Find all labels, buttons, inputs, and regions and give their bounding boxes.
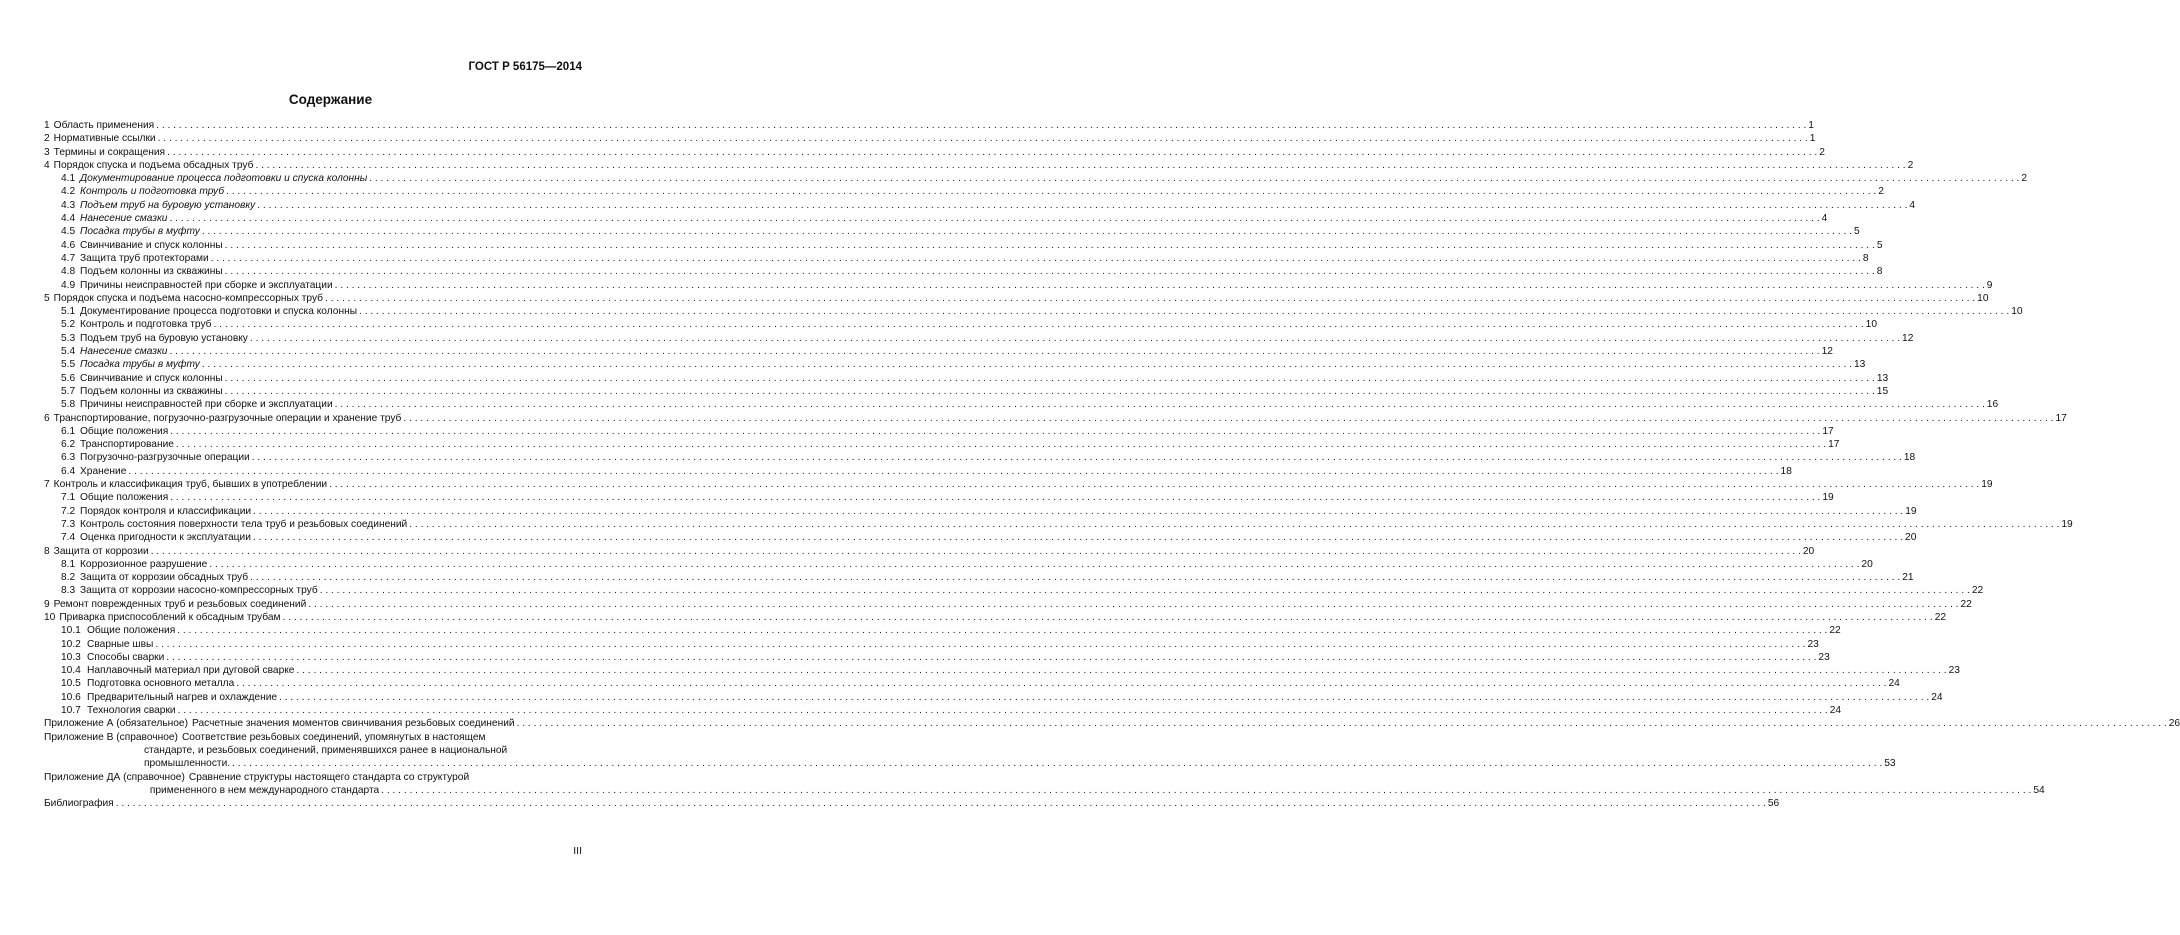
- toc-entry[interactable]: [44, 664, 1960, 677]
- toc-entry-page: 18: [1780, 465, 1792, 477]
- appendix-title-last-line: [188, 717, 2180, 730]
- toc-entry-title: Причины неисправностей при сборке и эксплуатации: [80, 399, 333, 411]
- toc-entry-page: 10: [1865, 319, 1877, 331]
- toc-leader-dots: [329, 478, 1979, 491]
- toc-entry-page: 1: [1808, 120, 1814, 131]
- toc-entry-page: 19: [1981, 479, 1993, 491]
- toc-entry-number: 4.1: [61, 173, 76, 185]
- toc-entry[interactable]: [44, 212, 1828, 225]
- toc-entry-page: 2: [2021, 173, 2028, 185]
- toc-entry-page: 17: [1822, 425, 1834, 437]
- toc-entry-number: 5.8: [61, 399, 76, 411]
- toc-entry-page: 8: [1862, 252, 1869, 264]
- toc-entry[interactable]: [44, 279, 1993, 292]
- toc-leader-dots: [236, 677, 1886, 690]
- toc-leader-dots: [283, 611, 1933, 624]
- toc-entry[interactable]: [44, 558, 1873, 571]
- toc-entry-title: Нормативные ссылки: [53, 133, 156, 145]
- toc-entry[interactable]: [44, 372, 1889, 385]
- toc-entry-page: 24: [1829, 705, 1842, 717]
- toc-entry-page: 22: [1829, 625, 1841, 637]
- toc-entry-page: 19: [2061, 518, 2073, 530]
- toc-entry[interactable]: [44, 478, 1993, 491]
- toc-leader-dots: [116, 797, 1766, 810]
- toc-leader-dots: [308, 598, 1958, 611]
- toc-leader-dots: [169, 212, 1819, 225]
- toc-entry-page: 12: [1821, 346, 1833, 358]
- toc-entry[interactable]: [44, 225, 1860, 238]
- toc-entry[interactable]: [44, 677, 1900, 690]
- page-number: III: [573, 845, 582, 857]
- toc-leader-dots: [359, 305, 2009, 318]
- toc-entry-title: Термины и сокращения: [53, 146, 166, 158]
- toc-entry[interactable]: [44, 518, 2073, 531]
- toc-entry-number: 7.3: [61, 518, 76, 530]
- toc-leader-dots: [253, 505, 1903, 518]
- toc-entry-number: 10.4: [61, 665, 81, 677]
- toc-entry-number: 8.1: [61, 558, 76, 570]
- toc-entry-title: Защита от коррозии насосно-компрессорных труб: [80, 585, 318, 597]
- toc-entry-number: 10.2: [61, 638, 81, 650]
- toc-leader-dots: [169, 345, 1819, 358]
- toc-leader-dots: [176, 438, 1826, 451]
- toc-entry-number: 10.5: [61, 678, 81, 690]
- toc-entry[interactable]: [44, 318, 1877, 331]
- toc-entry-title: Контроль и классификация труб, бывших в употреблении: [53, 479, 328, 491]
- toc-entry-page: 22: [1971, 585, 1984, 597]
- toc-leader-dots: [250, 332, 1900, 345]
- toc-leader-dots: [151, 545, 1801, 558]
- toc-entry-number: 4.4: [61, 213, 76, 225]
- toc-entry-number: 7: [44, 479, 50, 491]
- toc-entry-page: 24: [1888, 678, 1900, 690]
- toc-entry-number: 1: [44, 120, 50, 131]
- toc-entry-page: 19: [1822, 492, 1834, 504]
- document-code: ГОСТ Р 56175—2014: [468, 61, 582, 73]
- toc-leader-dots: [225, 385, 1875, 398]
- toc-entry-number: 4.3: [61, 199, 76, 211]
- toc-entry-page: 23: [1807, 638, 1819, 650]
- toc-entry-number: 5.2: [61, 319, 76, 331]
- toc-entry-page: 10: [1977, 292, 1989, 304]
- toc-leader-dots: [211, 252, 1861, 265]
- appendix-label: Приложение В (справочное): [44, 731, 178, 743]
- appendix-page: 54: [2033, 784, 2045, 796]
- toc-entry[interactable]: [44, 265, 1883, 278]
- toc-entry-title: Общие положения: [80, 425, 169, 437]
- toc-entry-page: 9: [1986, 279, 1993, 291]
- toc-entry-page: 19: [1905, 505, 1917, 517]
- toc-entry-page: 2: [1819, 146, 1825, 158]
- toc-entry[interactable]: [44, 185, 1884, 198]
- toc-entry[interactable]: [44, 119, 1814, 132]
- appendix-title-line: промышленности.: [143, 758, 231, 770]
- toc-leader-dots: [279, 691, 1929, 704]
- toc-entry-number: 4.9: [61, 279, 76, 291]
- toc-entry[interactable]: [44, 412, 2067, 425]
- toc-entry-title: Погрузочно-разгрузочные операции: [80, 452, 250, 464]
- toc-entry-page: 18: [1903, 452, 1916, 464]
- toc-entry-page: 5: [1876, 239, 1883, 251]
- toc-leader-dots: [232, 757, 1882, 770]
- toc-entry-number: 7.2: [61, 505, 76, 517]
- toc-leader-dots: [409, 518, 2059, 531]
- toc-entry-title: Посадка трубы в муфту: [80, 226, 200, 238]
- toc-entry-number: 2: [44, 133, 50, 145]
- toc-entry-number: 3: [44, 146, 50, 158]
- toc-entry-number: 5.1: [61, 306, 76, 318]
- toc-entry-title: Контроль и подготовка труб: [80, 319, 212, 331]
- appendix-title-last-line: [146, 784, 2045, 797]
- appendix-label: Приложение А (обязательное): [44, 718, 188, 730]
- bibliography-entry[interactable]: [44, 797, 1780, 810]
- toc-entry[interactable]: [44, 438, 1840, 451]
- toc-entry[interactable]: [44, 305, 2023, 318]
- appendix-page: 53: [1884, 758, 1896, 770]
- toc-leader-dots: [177, 624, 1827, 637]
- toc-entry[interactable]: [44, 451, 1916, 464]
- toc-entry[interactable]: [44, 292, 1989, 305]
- toc-entry-title: Предварительный нагрев и охлаждение: [87, 691, 278, 703]
- toc-entry[interactable]: [44, 252, 1869, 265]
- toc-entry-title: Защита труб протекторами: [80, 252, 209, 264]
- toc-entry-page: 2: [1878, 186, 1884, 198]
- toc-entry-title: Нанесение смазки: [80, 213, 168, 225]
- toc-entry-title: Технология сварки: [87, 705, 176, 717]
- toc-entry[interactable]: [44, 332, 1914, 345]
- toc-entry-page: 22: [1934, 611, 1947, 623]
- toc-entry-title: Порядок спуска и подъема насосно-компрессорных труб: [53, 292, 324, 304]
- appendix-title-last-line: [140, 757, 1896, 770]
- toc-entry-title: Порядок спуска и подъема обсадных труб: [53, 159, 254, 171]
- toc-entry-title: Область применения: [53, 120, 155, 131]
- toc-entry-title: Сварные швы: [87, 638, 154, 650]
- table-of-contents: [44, 119, 2180, 810]
- appendix-title-line: стандарте, и резьбовых соединений, применявшихся ранее в национальной: [143, 744, 508, 756]
- toc-entry[interactable]: [44, 425, 1834, 438]
- toc-entry-page: 24: [1931, 691, 1943, 703]
- toc-entry-page: 22: [1960, 598, 1972, 610]
- toc-leader-dots: [158, 132, 1808, 145]
- appendix-entry[interactable]: [44, 717, 2180, 730]
- toc-leader-dots: [214, 318, 1864, 331]
- toc-entry-page: 20: [1802, 545, 1815, 557]
- toc-leader-dots: [226, 185, 1876, 198]
- appendix-entry[interactable]: [44, 771, 2045, 798]
- toc-leader-dots: [156, 119, 1806, 132]
- toc-entry-number: 10.3: [61, 651, 81, 663]
- toc-entry[interactable]: [44, 465, 1792, 478]
- toc-entry-number: 7.1: [61, 492, 76, 504]
- toc-entry-page: 13: [1876, 372, 1889, 384]
- toc-entry-number: 6.3: [61, 452, 76, 464]
- toc-entry-title: Наплавочный материал при дуговой сварке: [87, 665, 295, 677]
- toc-entry-title: Общие положения: [87, 625, 176, 637]
- toc-entry-title: Защита от коррозии обсадных труб: [80, 572, 249, 584]
- toc-entry-title: Ремонт поврежденных труб и резьбовых соединений: [53, 598, 307, 610]
- appendix-body: [149, 771, 2045, 798]
- toc-entry[interactable]: [44, 199, 1916, 212]
- toc-entry[interactable]: [44, 598, 1972, 611]
- toc-entry-number: 6: [44, 412, 50, 424]
- toc-leader-dots: [166, 651, 1816, 664]
- toc-leader-dots: [252, 451, 1902, 464]
- toc-entry-number: 6.2: [61, 439, 76, 451]
- toc-entry-title: Приварка приспособлений к обсадным трубам: [59, 611, 281, 623]
- appendix-entry[interactable]: [44, 731, 1896, 771]
- toc-leader-dots: [257, 199, 1907, 212]
- toc-entry[interactable]: [44, 531, 1917, 544]
- toc-entry-title: Транспортирование, погрузочно-разгрузочные операции и хранение труб: [53, 412, 402, 424]
- toc-entry-page: 23: [1818, 651, 1830, 663]
- toc-entry-title: Оценка пригодности к эксплуатации: [80, 532, 251, 544]
- toc-entry[interactable]: [44, 651, 1830, 664]
- toc-entry-page: 4: [1821, 213, 1828, 225]
- toc-entry-number: 4: [44, 159, 50, 171]
- toc-entry[interactable]: [44, 611, 1947, 624]
- appendix-title-line: примененного в нем международного стандарта: [149, 784, 380, 796]
- toc-leader-dots: [209, 558, 1859, 571]
- toc-leader-dots: [155, 638, 1805, 651]
- toc-entry-title: Документирование процесса подготовки и спуска колонны: [80, 173, 368, 185]
- toc-leader-dots: [178, 704, 1828, 717]
- toc-entry[interactable]: [44, 385, 1889, 398]
- toc-leader-dots: [170, 491, 1820, 504]
- toc-entry[interactable]: [44, 239, 1883, 252]
- toc-leader-dots: [225, 239, 1875, 252]
- toc-entry-number: 8: [44, 545, 50, 557]
- page-title: Содержание: [288, 92, 373, 107]
- appendix-label: Приложение ДА (справочное): [44, 771, 185, 783]
- toc-entry-number: 4.8: [61, 266, 76, 278]
- toc-entry-page: 4: [1909, 199, 1916, 211]
- toc-entry-title: Подъем труб на буровую установку: [80, 199, 256, 211]
- toc-leader-dots: [128, 465, 1778, 478]
- bibliography-title: Библиография: [44, 798, 114, 810]
- toc-entry-title: Контроль состояния поверхности тела труб и резьбовых соединений: [80, 518, 408, 530]
- toc-entry-page: 20: [1905, 532, 1917, 544]
- toc-entry-number: 5.4: [61, 346, 76, 358]
- toc-entry-page: 8: [1876, 266, 1883, 278]
- toc-leader-dots: [225, 372, 1875, 385]
- toc-entry-number: 4.7: [61, 252, 76, 264]
- toc-entry[interactable]: [44, 132, 1816, 145]
- toc-entry-page: 12: [1902, 332, 1914, 344]
- toc-leader-dots: [253, 531, 1903, 544]
- toc-entry[interactable]: [44, 345, 1833, 358]
- toc-leader-dots: [255, 159, 1905, 172]
- appendix-body: [188, 717, 2180, 730]
- toc-leader-dots: [167, 146, 1817, 159]
- toc-entry-page: 13: [1853, 359, 1866, 371]
- toc-entry[interactable]: [44, 398, 1999, 411]
- toc-leader-dots: [403, 412, 2053, 425]
- toc-entry-page: 16: [1986, 399, 1999, 411]
- toc-leader-dots: [335, 398, 1985, 411]
- toc-entry-page: 20: [1861, 558, 1873, 570]
- toc-entry-number: 10.1: [61, 625, 81, 637]
- toc-entry-title: Общие положения: [80, 492, 169, 504]
- toc-entry-page: 10: [2011, 306, 2023, 318]
- appendix-body: [143, 731, 1896, 771]
- toc-entry-number: 10: [44, 611, 56, 623]
- toc-entry-number: 9: [44, 598, 50, 610]
- toc-entry-title: Хранение: [80, 465, 127, 477]
- toc-entry-page: 23: [1948, 665, 1960, 677]
- appendix-title-line: Сравнение структуры настоящего стандарта со структурой: [188, 771, 470, 783]
- toc-entry-title: Подъем труб на буровую установку: [80, 332, 248, 344]
- toc-entry-number: 5.6: [61, 372, 76, 384]
- toc-leader-dots: [517, 717, 2167, 730]
- toc-entry-title: Свинчивание и спуск колонны: [80, 239, 223, 251]
- appendix-title-line: Расчетные значения моментов свинчивания резьбовых соединений: [192, 718, 515, 730]
- toc-leader-dots: [202, 225, 1852, 238]
- toc-entry-number: 4.2: [61, 186, 76, 198]
- toc-leader-dots: [320, 584, 1970, 597]
- toc-entry-number: 5.5: [61, 359, 76, 371]
- toc-entry-page: 21: [1902, 572, 1914, 584]
- toc-entry[interactable]: [44, 505, 1917, 518]
- toc-entry-page: 15: [1876, 385, 1889, 397]
- toc-entry-number: 5.3: [61, 332, 76, 344]
- toc-entry-number: 6.4: [61, 465, 76, 477]
- toc-entry-title: Свинчивание и спуск колонны: [80, 372, 223, 384]
- toc-entry[interactable]: [44, 545, 1815, 558]
- toc-leader-dots: [296, 664, 1946, 677]
- toc-entry-title: Коррозионное разрушение: [80, 558, 208, 570]
- toc-entry[interactable]: [44, 172, 2028, 185]
- toc-entry-page: 1: [1809, 133, 1816, 145]
- toc-entry-number: 10.6: [61, 691, 81, 703]
- toc-entry-number: 5: [44, 292, 50, 304]
- toc-leader-dots: [250, 571, 1900, 584]
- toc-leader-dots: [325, 292, 1975, 305]
- toc-entry[interactable]: [44, 358, 1866, 371]
- toc-entry-number: 5.7: [61, 385, 76, 397]
- toc-entry-title: Нанесение смазки: [80, 346, 168, 358]
- toc-entry[interactable]: [44, 704, 1842, 717]
- toc-entry-title: Причины неисправностей при сборке и эксплуатации: [80, 279, 333, 291]
- toc-entry-number: 8.2: [61, 572, 76, 584]
- toc-entry-title: Способы сварки: [87, 651, 165, 663]
- toc-entry-title: Подъем колонны из скважины: [80, 385, 223, 397]
- toc-entry[interactable]: [44, 491, 1834, 504]
- toc-entry[interactable]: [44, 571, 1914, 584]
- toc-entry-title: Посадка трубы в муфту: [80, 359, 200, 371]
- toc-entry-number: 7.4: [61, 532, 76, 544]
- toc-entry-number: 8.3: [61, 585, 76, 597]
- toc-leader-dots: [170, 425, 1820, 438]
- toc-entry-number: 10.7: [61, 705, 81, 717]
- toc-entry-title: Транспортирование: [80, 439, 174, 451]
- appendix-title-line: Соответствие резьбовых соединений, упомянутых в настоящем: [181, 731, 486, 743]
- toc-leader-dots: [381, 784, 2031, 797]
- toc-entry[interactable]: [44, 691, 1943, 704]
- toc-entry-number: 6.1: [61, 425, 76, 437]
- toc-entry-number: 4.6: [61, 239, 76, 251]
- toc-leader-dots: [335, 279, 1985, 292]
- toc-entry[interactable]: [44, 624, 1841, 637]
- toc-entry[interactable]: [44, 146, 1825, 159]
- toc-entry-page: 5: [1853, 226, 1860, 238]
- toc-entry-number: 4.5: [61, 226, 76, 238]
- toc-entry-page: 17: [1828, 439, 1840, 451]
- toc-entry-page: 17: [2055, 412, 2067, 424]
- toc-entry-title: Подъем колонны из скважины: [80, 266, 223, 278]
- bibliography-page: 56: [1767, 798, 1780, 810]
- toc-leader-dots: [202, 358, 1852, 371]
- toc-entry[interactable]: [44, 638, 1819, 651]
- appendix-page: 26: [2168, 718, 2180, 730]
- toc-entry-title: Защита от коррозии: [53, 545, 149, 557]
- toc-leader-dots: [225, 265, 1875, 278]
- toc-entry-page: 2: [1907, 159, 1914, 171]
- toc-entry-title: Контроль и подготовка труб: [80, 186, 225, 198]
- toc-entry[interactable]: [44, 159, 1914, 172]
- toc-entry-title: Порядок контроля и классификации: [80, 505, 252, 517]
- toc-leader-dots: [369, 172, 2019, 185]
- toc-entry-title: Подготовка основного металла: [87, 678, 235, 690]
- toc-entry-title: Документирование процесса подготовки и спуска колонны: [80, 306, 358, 318]
- toc-entry[interactable]: [44, 584, 1984, 597]
